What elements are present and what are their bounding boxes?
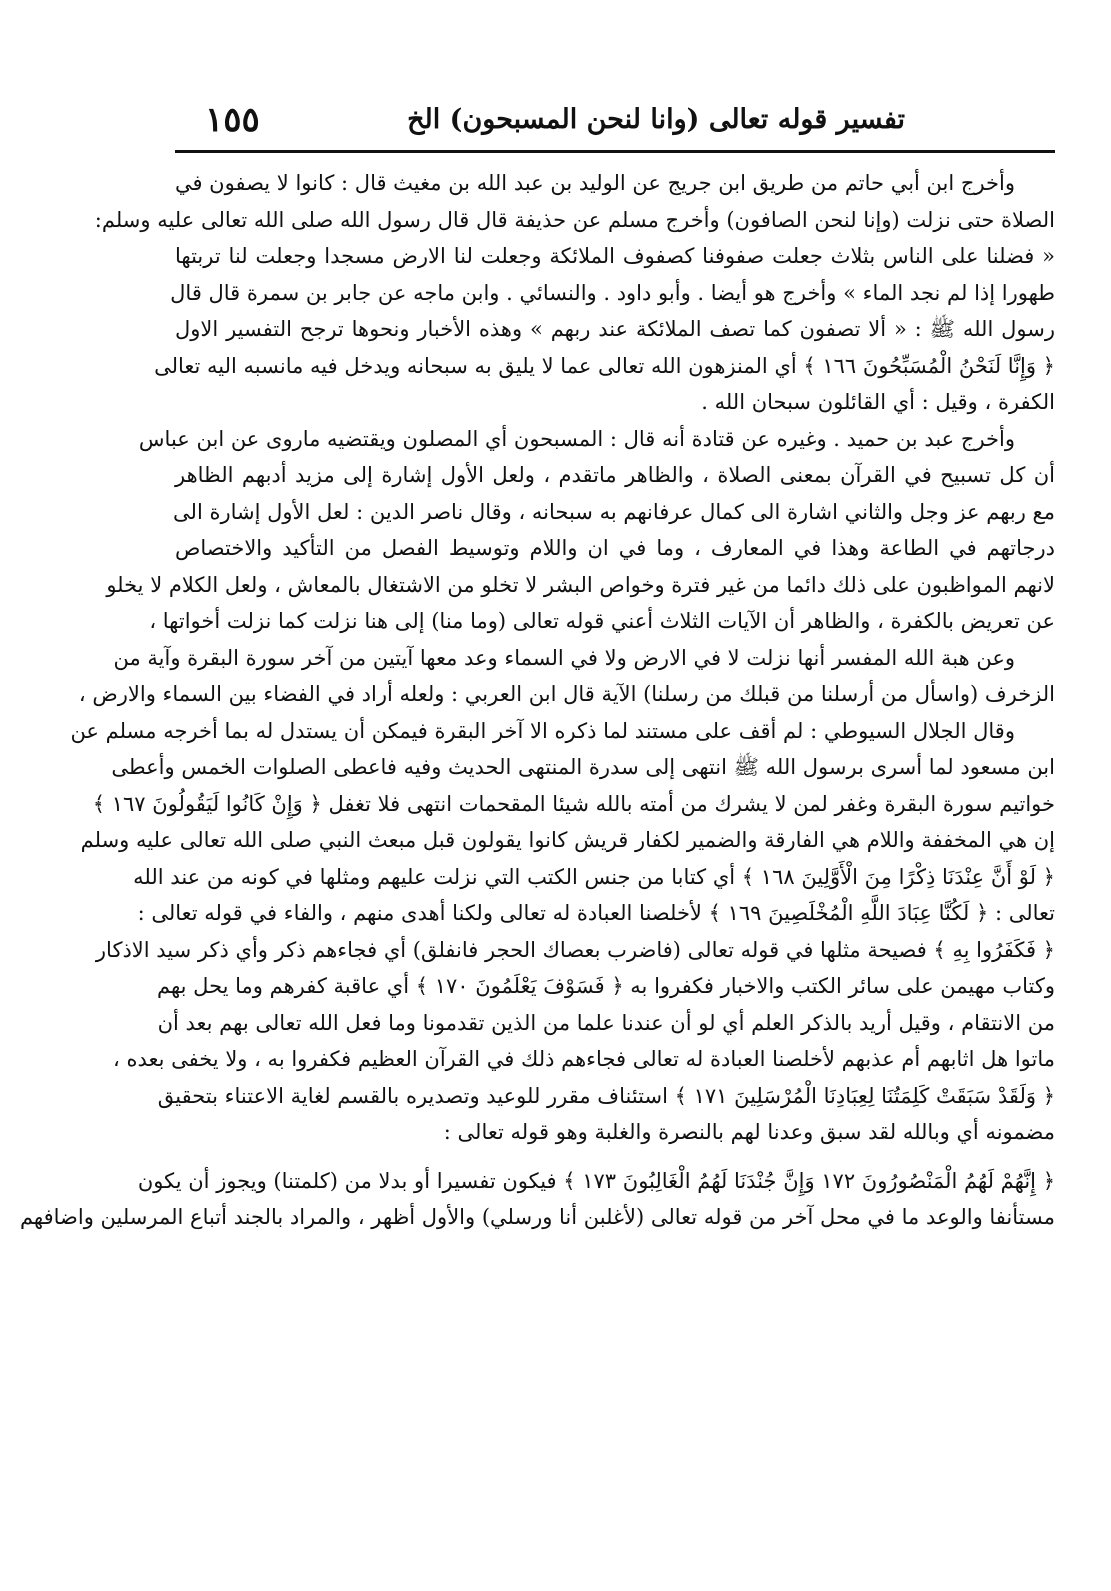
- verse-line: خواتيم سورة البقرة وغفر لمن لا يشرك من أمته بالله شيئا المقحمات انتهى فلا تغفل ﴿ وَإِنْ كَانُوا لَيَقُولُونَ ١٦٧ ﴾: [92, 791, 1055, 816]
- text-line: مع ربهم عز وجل والثاني اشارة الى كمال عرفانهم به سبحانه ، وقال ناصر الدين : لعل الأول إشارة الى: [173, 499, 1055, 524]
- body-text: [19, 165, 1055, 1236]
- verse-line: ﴿ فَكَفَرُوا بِهِ ﴾ فصيحة مثلها في قوله تعالى (فاضرب بعصاك الحجر فانفلق) أي فجاءهم ذكر وأي ذكر سيد الاذكار: [95, 937, 1055, 962]
- text-line: الصلاة حتى نزلت (وإنا لنحن الصافون) وأخرج مسلم عن حذيفة قال قال رسول الله صلى الله تعالى عليه وسلم:: [94, 207, 1055, 232]
- text-line: مضمونه أي وبالله لقد سبق وعدنا لهم بالنصرة والغلبة وهو قوله تعالى :: [443, 1120, 1055, 1144]
- text-line: ابن مسعود لما أسرى برسول الله ﷺ انتهى إلى سدرة المنتهى الحديث وفيه فاعطى الصلوات الخمس وأعطى: [111, 755, 1055, 779]
- running-title: تفسير قوله تعالى (وانا لنحن المسبحون) الخ: [407, 104, 905, 135]
- text-line: طهورا إذا لم نجد الماء » وأخرج هو أيضا . وأبو داود . والنسائي . وابن ماجه عن جابر بن سمرة قال قال: [170, 280, 1055, 305]
- text-line: عن تعريض بالكفرة ، والظاهر أن الآيات الثلاث أعني قوله تعالى (وما منا) إلى هنا نزلت كما نزلت أخواتها ،: [149, 609, 1055, 633]
- verse-line: ﴿ إِنَّهُمْ لَهُمُ الْمَنْصُورُونَ ١٧٢ وَإِنَّ جُنْدَنَا لَهُمُ الْغَالِبُونَ ١٧٣ ﴾ فيكون تفسيرا أو بدلا من (كلمتنا) ويجوز أن يكون: [137, 1168, 1055, 1193]
- text-line: إن هي المخففة واللام هي الفارقة والضمير لكفار قريش كانوا يقولون قبل مبعث النبي صلى الله تعالى عليه وسلم: [80, 828, 1055, 852]
- text-line: رسول الله ﷺ : « ألا تصفون كما تصف الملائكة عند ربهم » وهذه الأخبار ونحوها ترجح التفسير الاول: [175, 317, 1055, 341]
- verse-line: تعالى : ﴿ لَكُنَّا عِبَادَ اللَّهِ الْمُخْلَصِينَ ١٦٩ ﴾ لأخلصنا العبادة له تعالى ولكنا أهدى منهم ، والفاء في قوله تعالى :: [137, 901, 1055, 925]
- text-line: درجاتهم في الطاعة وهذا في المعارف ، وما في ان واللام وتوسيط الفصل من التأكيد والاختصاص: [175, 536, 1055, 560]
- text-line: الزخرف (واسأل من أرسلنا من قبلك من رسلنا) الآية قال ابن العربي : ولعله أراد في الفضاء بين السماء والارض ،: [78, 682, 1055, 706]
- text-line: الكفرة ، وقيل : أي القائلون سبحان الله .: [701, 390, 1055, 414]
- page-header: [175, 100, 1055, 153]
- text-line: « فضلنا على الناس بثلاث جعلت صفوفنا كصفوف الملائكة وجعلت لنا الارض مسجدا وجعلت لنا تربتها: [175, 244, 1055, 268]
- text-line: من الانتقام ، وقيل أريد بالذكر العلم أي لو أن عندنا علما من الذين تقدمونا وما فعل الله تعالى بهم بعد أن: [157, 1010, 1055, 1035]
- page-number: ١٥٥: [205, 100, 260, 140]
- text-line: وأخرج ابن أبي حاتم من طريق ابن جريج عن الوليد بن عبد الله بن مغيث قال : كانوا لا يصفون في: [174, 171, 1015, 195]
- text-line: وعن هبة الله المفسر أنها نزلت لا في الارض ولا في السماء وعد معها آيتين من آخر سورة البقرة وآية من: [113, 645, 1015, 670]
- text-line: أن كل تسبيح في القرآن بمعنى الصلاة ، والظاهر ماتقدم ، ولعل الأول إشارة إلى مزيد أدبهم الظاهر: [175, 463, 1055, 487]
- verse-line: ﴿ وَإِنَّا لَنَحْنُ الْمُسَبِّحُونَ ١٦٦ ﴾ أي المنزهون الله تعالى عما لا يليق به سبحانه ويدخل فيه مانسبه اليه تعالى: [154, 353, 1055, 378]
- text-line: وأخرج عبد بن حميد . وغيره عن قتادة أنه قال : المسبحون أي المصلون ويقتضيه ماروى عن ابن عباس: [138, 426, 1015, 451]
- text-line: ماتوا هل اثابهم أم عذبهم لأخلصنا العبادة له تعالى فجاءهم ذلك في القرآن العظيم فكفروا به ، ولا يخفى بعده ،: [112, 1047, 1055, 1071]
- verse-line: ﴿ وَلَقَدْ سَبَقَتْ كَلِمَتُنَا لِعِبَادِنَا الْمُرْسَلِينَ ١٧١ ﴾ استئناف مقرر للوعيد وتصديره بالقسم لغاية الاعتناء بتحقيق: [157, 1083, 1055, 1108]
- text-line: وقال الجلال السيوطي : لم أقف على مستند لما ذكره الا آخر البقرة فيمكن أن يستدل له بما أخرجه مسلم عن: [70, 718, 1015, 743]
- text-line: مستأنفا والوعد ما في محل آخر من قوله تعالى (لأغلبن أنا ورسلي) والأول أظهر ، والمراد بالجند أتباع المرسلين واضافهم: [19, 1205, 1055, 1229]
- book-page: [19, 100, 1055, 1236]
- verse-line: وكتاب مهيمن على سائر الكتب والاخبار فكفروا به ﴿ فَسَوْفَ يَعْلَمُونَ ١٧٠ ﴾ أي عاقبة كفرهم وما يحل بهم: [157, 974, 1055, 998]
- verse-line: ﴿ لَوْ أَنَّ عِنْدَنَا ذِكْرًا مِنَ الْأَوَّلِينَ ١٦٨ ﴾ أي كتابا من جنس الكتب التي نزلت عليهم ومثلها في كونه من عند الله: [133, 864, 1055, 889]
- text-line: لانهم المواظبون على ذلك دائما من غير فترة وخواص البشر لا تخلو من الاشتغال بالمعاش ، ولعل الكلام لا يخلو: [106, 572, 1055, 597]
